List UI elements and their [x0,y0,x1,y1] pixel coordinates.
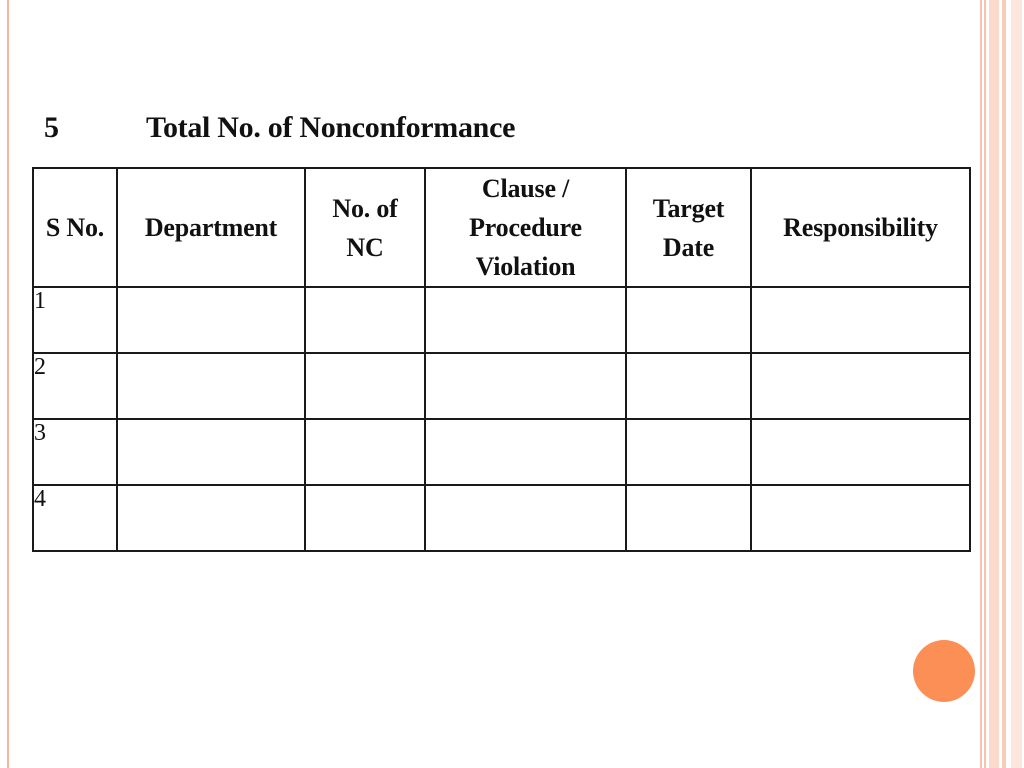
right-decorative-stripes [980,0,1024,768]
cell-no-of-nc [305,485,425,551]
table-row [33,287,970,353]
header-department-label: Department [144,213,278,242]
cell-sno: 1 [33,287,117,353]
cell-target-date [626,485,751,551]
header-target-line2: Date [662,232,715,262]
stripe [1011,0,1022,768]
header-target-date [626,168,751,287]
header-clause-line1: Clause / [481,174,570,203]
cell-department [117,419,305,485]
header-target-line1: Target [652,193,725,223]
decorative-orange-circle [913,640,975,702]
cell-responsibility [751,353,970,419]
cell-no-of-nc [305,419,425,485]
slide-title: Total No. of Nonconformance [146,111,516,144]
stripe [984,0,986,768]
table-row [33,419,970,485]
cell-target-date [626,419,751,485]
cell-target-date [626,287,751,353]
stripe [1002,0,1006,768]
nonconformance-table [32,167,971,552]
slide-heading [44,108,644,148]
cell-clause [425,353,626,419]
header-sno [33,168,117,287]
table-header-row [33,168,970,287]
cell-clause [425,419,626,485]
table-row [33,485,970,551]
table-row [33,353,970,419]
header-no-of-nc-line2: NC [346,232,384,262]
header-clause-procedure-violation [425,168,626,287]
cell-sno: 2 [33,353,117,419]
cell-department [117,353,305,419]
header-clause-line3: Violation [475,252,576,281]
cell-clause [425,287,626,353]
header-responsibility [751,168,970,287]
cell-no-of-nc [305,287,425,353]
cell-responsibility [751,419,970,485]
stripe [980,0,982,768]
header-department [117,168,305,287]
header-sno-label: S No. [45,213,105,242]
cell-target-date [626,353,751,419]
cell-department [117,485,305,551]
left-border-line [7,0,9,768]
header-responsibility-label: Responsibility [783,213,938,242]
header-clause-line2: Procedure [469,213,582,242]
cell-no-of-nc [305,353,425,419]
cell-sno: 3 [33,419,117,485]
header-no-of-nc [305,168,425,287]
cell-department [117,287,305,353]
header-no-of-nc-line1: No. of [332,193,398,223]
cell-responsibility [751,287,970,353]
stripe [989,0,999,768]
cell-clause [425,485,626,551]
cell-responsibility [751,485,970,551]
section-number: 5 [44,111,59,144]
cell-sno: 4 [33,485,117,551]
